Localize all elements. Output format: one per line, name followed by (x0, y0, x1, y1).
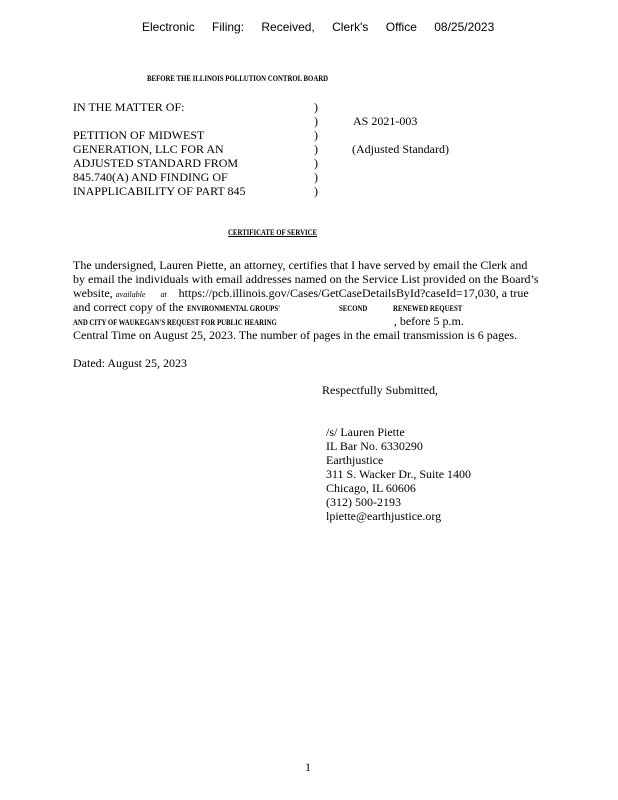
doc-title-part: AND CITY OF WAUKEGAN'S REQUEST FOR PUBLIC HEARING (73, 318, 277, 327)
case-number: AS 2021-003 (353, 114, 418, 128)
certificate-title: CERTIFICATE OF SERVICE (228, 228, 318, 237)
caption-left (73, 100, 246, 198)
body-line-3 (73, 286, 529, 301)
stamp-word: Filing: (212, 20, 245, 34)
signature-line: Chicago, IL 60606 (326, 481, 416, 495)
doc-title-part: SECOND (339, 304, 368, 313)
body-line-2: by email the individuals with email addresses named on the Service List provided on the Board’s (73, 272, 539, 286)
stamp-word: Office (385, 20, 417, 34)
doc-title-part: RENEWED REQUEST (393, 304, 463, 313)
available-word: available (115, 290, 146, 299)
stamp-word: Received, (261, 20, 315, 34)
signature-line: /s/ Lauren Piette (326, 425, 405, 439)
stamp-date: 08/25/2023 (434, 20, 495, 34)
closing: Respectfully Submitted, (322, 383, 438, 397)
caption-line: 845.740(A) AND FINDING OF (73, 170, 228, 184)
at-word: at (160, 290, 167, 299)
filing-stamp-header (142, 20, 508, 34)
signature-line: 311 S. Wacker Dr., Suite 1400 (326, 467, 472, 481)
body-line-1: The undersigned, Lauren Piette, an attorney, certifies that I have served by email the Clerk and (73, 258, 528, 272)
caption-line: ADJUSTED STANDARD FROM (73, 156, 239, 170)
bracket: ) (314, 100, 318, 114)
signature-line: IL Bar No. 6330290 (326, 439, 423, 453)
stamp-word: Clerk's (332, 20, 369, 34)
signature-line: lpiette@earthjustice.org (326, 509, 442, 523)
page-number: 1 (305, 760, 311, 774)
bracket: ) (314, 128, 318, 142)
signature-line: Earthjustice (326, 453, 384, 467)
bracket: ) (314, 170, 318, 184)
board-title: BEFORE THE ILLINOIS POLLUTION CONTROL BOARD (147, 74, 329, 83)
caption-brackets (314, 100, 318, 198)
caption-line: INAPPLICABILITY OF PART 845 (73, 184, 246, 198)
correct-copy-text: and correct copy of the (73, 300, 184, 314)
website-word: website, (73, 286, 113, 300)
body-line-5 (73, 314, 464, 329)
body-line-4 (73, 300, 475, 315)
caption-line: IN THE MATTER OF: (73, 100, 185, 114)
signature-line: (312) 500-2193 (326, 495, 401, 509)
stamp-word: Electronic (142, 20, 195, 34)
doc-title-part: ENVIRONMENTAL GROUPS' (186, 304, 280, 313)
bracket: ) (314, 184, 318, 198)
signature-block (326, 425, 471, 523)
bracket: ) (314, 156, 318, 170)
caption-line: GENERATION, LLC FOR AN (73, 142, 224, 156)
case-type: (Adjusted Standard) (352, 142, 449, 156)
dated-line: Dated: August 25, 2023 (73, 356, 187, 370)
bracket: ) (314, 114, 318, 128)
body-line-6: Central Time on August 25, 2023. The number of pages in the email transmission is 6 pages. (73, 328, 518, 342)
bracket: ) (314, 142, 318, 156)
caption-line (73, 114, 246, 128)
deadline-text: , before 5 p.m. (393, 314, 464, 328)
case-url: https://pcb.illinois.gov/Cases/GetCaseDetailsById?caseId=17,030, a true (178, 286, 529, 300)
caption-line: PETITION OF MIDWEST (73, 128, 205, 142)
